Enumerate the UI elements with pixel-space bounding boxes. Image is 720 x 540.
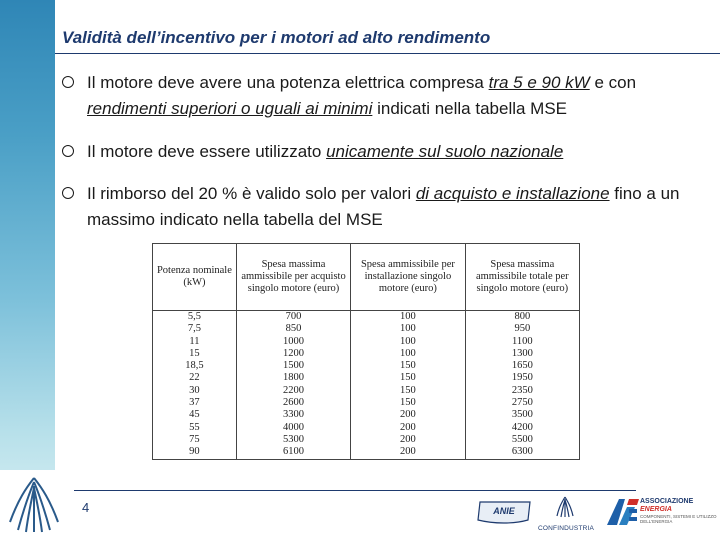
table-header-row [153,244,580,311]
table-cell: 2350 [465,385,579,397]
table-cell: 2750 [465,397,579,409]
header-total: Spesa massima ammissibile totale per singolo motore (euro) [465,244,579,311]
header-purchase: Spesa massima ammissibile per acquisto singolo motore (euro) [236,244,350,311]
table-cell: 150 [351,385,465,397]
table-row [153,397,580,409]
table-row [153,372,580,384]
table-cell: 850 [236,323,350,335]
page-number: 4 [82,500,90,515]
mse-incentive-table [152,243,580,460]
table-cell: 6300 [465,446,579,459]
header-power: Potenza nominale (kW) [153,244,237,311]
bullet-power-range [62,70,712,122]
bullet-text: Il motore deve avere una potenza elettrica compresa tra 5 e 90 kW e con rendimenti superiori o uguali ai minimi indicati nella tabella MSE [87,73,637,118]
table-cell: 75 [153,434,237,446]
table-cell: 3500 [465,409,579,421]
table-cell: 1650 [465,360,579,372]
ae-association-text [640,498,720,524]
table-cell: 2200 [236,385,350,397]
table-cell: 37 [153,397,237,409]
table-cell: 200 [351,434,465,446]
anie-logo [474,500,534,526]
confindustria-eagle-logo [4,474,64,536]
footer-divider [74,490,636,491]
table-row [153,311,580,324]
table-cell: 2600 [236,397,350,409]
table-cell: 18,5 [153,360,237,372]
table-cell: 200 [351,409,465,421]
table-cell: 45 [153,409,237,421]
table-row [153,446,580,459]
bullet-text: Il rimborso del 20 % è valido solo per valori di acquisto e installazione fino a un massimo indicato nella tabella del MSE [87,184,680,229]
ae-subtitle: COMPONENTI, SISTEMI E UTILIZZO DELL'ENERGIA [640,514,717,524]
table-cell: 6100 [236,446,350,459]
table-cell: 55 [153,422,237,434]
table-cell: 5500 [465,434,579,446]
table-cell: 5300 [236,434,350,446]
table-cell: 1300 [465,348,579,360]
table-cell: 100 [351,323,465,335]
table-cell: 1200 [236,348,350,360]
confindustria-emblem-icon [555,496,575,518]
header-install: Spesa ammissibile per installazione singolo motore (euro) [351,244,465,311]
table-cell: 1500 [236,360,350,372]
table-cell: 30 [153,385,237,397]
table-cell: 4000 [236,422,350,434]
table-cell: 15 [153,348,237,360]
table-cell: 5,5 [153,311,237,324]
table-cell: 11 [153,336,237,348]
title-divider [55,53,720,54]
table-cell: 3300 [236,409,350,421]
bullet-national-use [62,139,712,165]
bullet-circle-icon [62,187,74,199]
table-cell: 950 [465,323,579,335]
table-cell: 200 [351,446,465,459]
table-cell: 150 [351,372,465,384]
table-cell: 100 [351,311,465,324]
bullet-circle-icon [62,145,74,157]
table-row [153,434,580,446]
confindustria-logo [538,496,595,532]
confindustria-label: CONFINDUSTRIA [538,525,595,532]
table-cell: 4200 [465,422,579,434]
table-row [153,336,580,348]
table-cell: 1950 [465,372,579,384]
table-cell: 700 [236,311,350,324]
table-cell: 22 [153,372,237,384]
table-row [153,323,580,335]
bullet-circle-icon [62,76,74,88]
table-cell: 1100 [465,336,579,348]
table-cell: 7,5 [153,323,237,335]
table-row [153,348,580,360]
table-cell: 1800 [236,372,350,384]
table-row [153,422,580,434]
ae-line1: ASSOCIAZIONE [640,498,694,505]
slide-title: Validità dell’incentivo per i motori ad alto rendimento [62,28,491,47]
bullet-refund [62,181,712,233]
anie-logo-text: ANIE [493,506,515,516]
table-cell: 100 [351,336,465,348]
table-row [153,409,580,421]
table-body [153,311,580,460]
table-cell: 150 [351,360,465,372]
ae-line2: ENERGIA [640,506,672,513]
sidebar-gradient [0,0,55,540]
table-row [153,385,580,397]
table-cell: 200 [351,422,465,434]
bullet-text: Il motore deve essere utilizzato unicamente sul suolo nazionale [87,142,564,161]
table-cell: 90 [153,446,237,459]
table-cell: 150 [351,397,465,409]
table-cell: 800 [465,311,579,324]
table-row [153,360,580,372]
table-cell: 100 [351,348,465,360]
table-cell: 1000 [236,336,350,348]
